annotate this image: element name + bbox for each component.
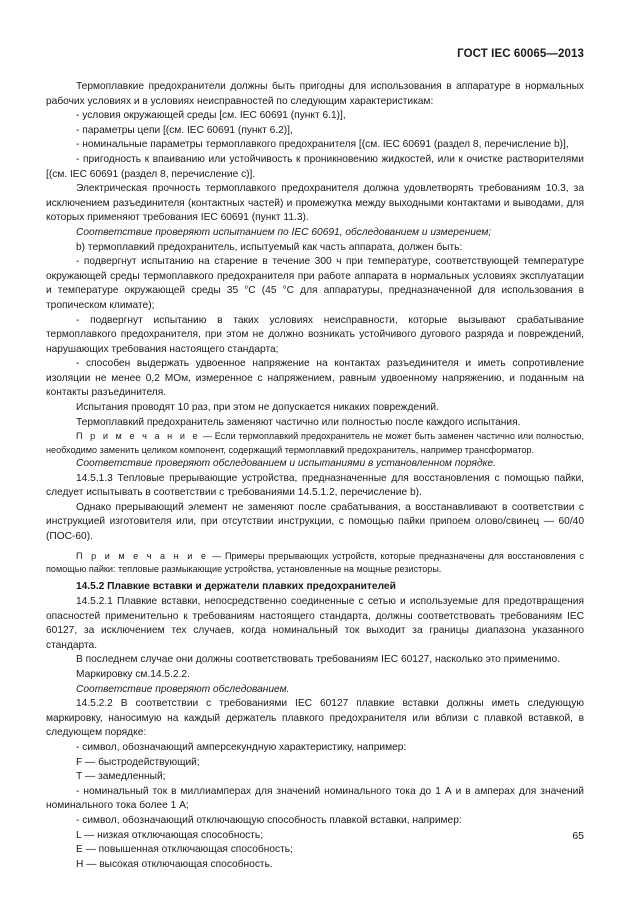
paragraph: Соответствие проверяют испытанием по IEC 60691, обследованием и измерением; (76, 226, 492, 238)
paragraph: В последнем случае они должны соответствовать требованиям IEC 60127, насколько это применимо. (76, 654, 561, 666)
paragraph: Т — замедленный; (76, 771, 166, 783)
paragraph: 14.5.1.3 Тепловые прерывающие устройства, предназначенные для восстановления с помощью пайки, следует испытывать в соответствии с требованиями 14.5.1.2, перечисление b). (46, 472, 584, 499)
paragraph: Однако прерывающий элемент не заменяют после срабатывания, а восстанавливают в соответствии с инструкцией изготовителя или, при отсутствии инструкции, с помощью пайки припоем олово/свинец — 60/40 (ПОС-60). (46, 501, 584, 543)
paragraph: Е — повышенная отключающая способность; (76, 844, 293, 856)
paragraph: Н — высокая отключающая способность. (76, 858, 273, 870)
note-text: — Если термоплавкий предохранитель не может быть заменен частично или полностью, необходимо заменить целиком компонент, содержащий термоплавкий предохранитель, например трансформатор. (46, 431, 584, 455)
paragraph: 14.5.2.2 В соответствии с требованиями IEC 60127 плавкие вставки должны иметь следующую маркировку, наносимую на каждый держатель плавкого предохранителя или вблизи с плавкой вставкой, в следующем порядке: (46, 698, 584, 739)
paragraph: - параметры цепи [(см. IEC 60691 (пункт 6.2)], (76, 124, 293, 136)
note-paragraph (46, 550, 584, 577)
paragraph: Соответствие проверяют обследованием. (76, 683, 290, 695)
paragraph: Испытания проводят 10 раз, при этом не допускается никаких повреждений. (76, 402, 439, 414)
paragraph: F — быстродействующий; (76, 756, 200, 768)
note-label: П р и м е ч а н и е (76, 550, 209, 561)
paragraph: Термоплавкий предохранитель заменяют частично или полностью после каждого испытания. (76, 416, 521, 428)
paragraph: - подвергнут испытанию на старение в течение 300 ч при температуре, соответствующей температуре окружающей среды термоплавкого предохранителя при работе аппарата в нормальных условиях эксплуатации и температуре окружающей среды 35 °С (45 °С для аппаратуры, предназначенной для использования в тропическом климате); (46, 256, 584, 311)
paragraph: - номинальные параметры термоплавкого предохранителя [(см. IEC 60691 (раздел 8, перечисление b)], (76, 139, 569, 151)
paragraph: - условия окружающей среды [см. IEC 60691 (пункт 6.1)], (76, 110, 346, 122)
paragraph: - номинальный ток в миллиамперах для значений номинального тока до 1 А и в амперах для значений номинального тока более 1 А; (46, 785, 584, 812)
note-paragraph (46, 430, 584, 457)
paragraph: L — низкая отключающая способность; (76, 829, 264, 841)
section-heading: 14.5.2 Плавкие вставки и держатели плавких предохранителей (76, 581, 396, 593)
paragraph: - символ, обозначающий амперсекундную характеристику, например: (76, 741, 407, 753)
paragraph: - символ, обозначающий отключающую способность плавкой вставки, например: (76, 814, 462, 826)
paragraph: - пригодность к впаиванию или устойчивость к проникновению жидкостей, или к очистке растворителями [(см. IEC 60691 (раздел 8, перечисление с)]. (46, 153, 584, 180)
note-text: — Примеры прерывающих устройств, которые предназначены для восстановления с помощью пайки: тепловые размыкающие устройства, установленные на мощные резисторы. (46, 550, 584, 575)
paragraph: b) термоплавкий предохранитель, испытуемый как часть аппарата, должен быть: (76, 241, 463, 253)
paragraph: Соответствие проверяют обследованием и испытаниями в установленном порядке. (76, 458, 496, 470)
paragraph: Электрическая прочность термоплавкого предохранителя должна удовлетворять требованиям 10.3, за исключением разъединителя (контактных частей) и промежутка между выходными контактами и выводами, для которых применяют требования IEC 60691 (пункт 11.3). (46, 183, 584, 224)
paragraph: Термоплавкие предохранители должны быть пригодны для использования в аппаратуре в нормальных рабочих условиях и в условиях неисправностей по следующим характеристикам: (46, 81, 584, 107)
page-number: 65 (572, 830, 584, 842)
document-body (46, 80, 584, 872)
note-label: П р и м е ч а н и е (76, 431, 200, 442)
paragraph: - подвергнут испытанию в таких условиях неисправности, которые вызывают срабатывание термоплавкого предохранителя, при этом не должно возникать устойчивого дугового разряда и повреждений, нарушающих требования настоящего стандарта; (46, 314, 584, 355)
paragraph: - способен выдержать удвоенное напряжение на контактах разъединителя и иметь сопротивление изоляции не менее 0,2 МОм, измеренное с напряжением, равным удвоенному напряжению, и поданным на контакты разъединителя. (46, 358, 584, 399)
document-header: ГОСТ IEC 60065—2013 (457, 48, 584, 60)
paragraph: 14.5.2.1 Плавкие вставки, непосредственно соединенные с сетью и используемые для предотвращения опасностей применительно к требованиям настоящего стандарта, должны соответствовать требованиям IEC 60127, за исключением тех случаев, когда номинальный ток выходит за границы диапазона указанного стандарта. (46, 596, 584, 651)
paragraph: Маркировку см.14.5.2.2. (76, 669, 190, 680)
